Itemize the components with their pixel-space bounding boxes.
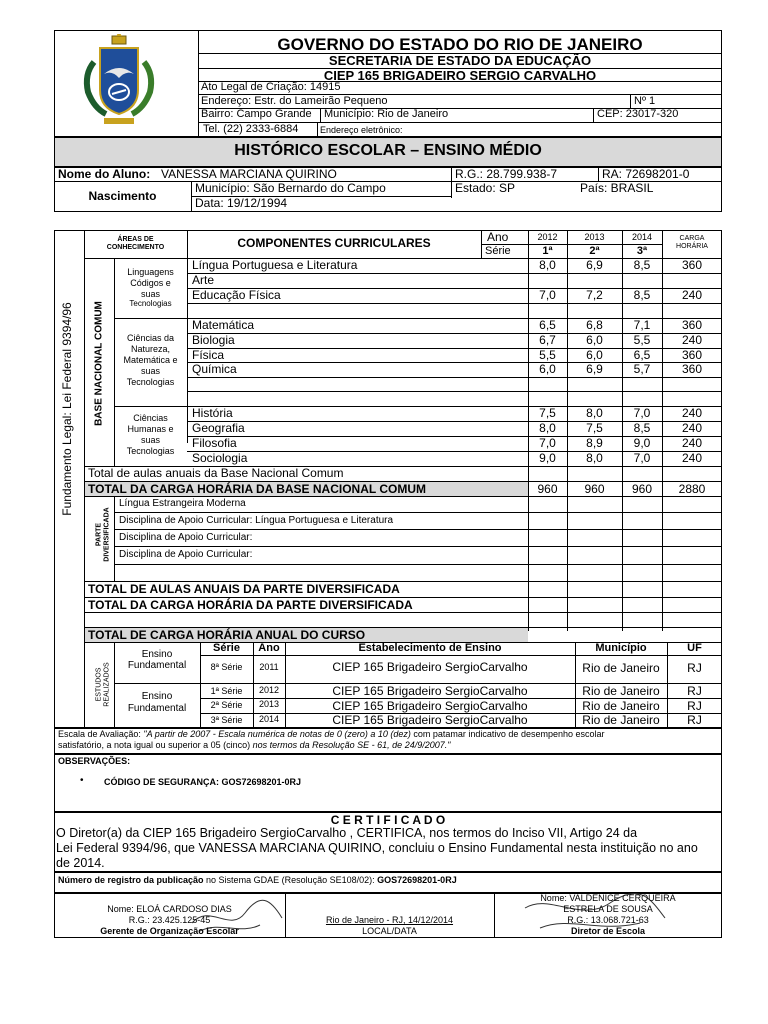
carga: 240 (681, 406, 703, 420)
grade-2: 7,5 (586, 421, 603, 435)
carga: 240 (681, 333, 703, 347)
subject-name: Língua Portuguesa e Literatura (192, 258, 358, 272)
area-humanas-4: Tecnologias (126, 446, 175, 456)
estudo-ano: 2014 (258, 714, 280, 724)
email: Endereço eletrônico: (320, 125, 403, 135)
sign1-rg: R.G.: 23.425.125-45 (128, 915, 211, 925)
serie-1: 1ª (542, 245, 553, 257)
estudo-uf: RJ (687, 684, 702, 698)
security-code: CÓDIGO DE SEGURANÇA: GOS72698201-0RJ (104, 777, 302, 787)
subject-name: Educação Física (192, 288, 281, 302)
serie-2: 2ª (589, 245, 600, 257)
estudo-mun: Rio de Janeiro (582, 661, 660, 675)
estudo-serie: 3ª Série (210, 715, 243, 725)
estudo-mun: Rio de Janeiro (582, 713, 660, 727)
sign1-cargo: Gerente de Organização Escolar (100, 926, 239, 936)
area-humanas-2: Humanas e (127, 424, 174, 434)
secretaria: SECRETARIA DE ESTADO DA EDUCAÇÃO (328, 53, 592, 68)
subject-name: Matemática (192, 318, 255, 332)
area-natureza-5: Tecnologias (126, 377, 175, 387)
estudo-estab: CIEP 165 Brigadeiro SergioCarvalho (332, 684, 528, 698)
area-linguagens-4: Tecnologias (129, 299, 172, 308)
nascimento-label: Nascimento (88, 189, 157, 203)
subject-name: Química (192, 362, 237, 376)
ensino-fund-2b: Fundamental (127, 703, 187, 714)
grade-2: 6,0 (586, 348, 603, 362)
grade-3: 5,7 (633, 362, 651, 376)
cert-line-3: de 2014. (56, 856, 105, 870)
registro-text: Número de registro da publicação no Sistema GDAE (Resolução SE108/02): GOS72698201-0RJ (58, 875, 457, 885)
total-carga-base-1: 960 (537, 482, 558, 496)
cert-line-1: O Diretor(a) da CIEP 165 Brigadeiro SergioCarvalho , CERTIFICA, nos termos do Inciso VII, Artigo 24 da (56, 826, 638, 840)
escala-line-1: Escala de Avaliação: "A partir de 2007 - Escala numérica de notas de 0 (zero) a 10 (dez) com patamar indicativo de desempenho escolar (58, 729, 605, 739)
obs-bullet: • (80, 775, 84, 786)
estudo-mun: Rio de Janeiro (582, 699, 660, 713)
grade-2: 8,0 (586, 406, 603, 420)
estudo-uf: RJ (687, 699, 702, 713)
year-2012: 2012 (537, 232, 558, 242)
grade-2: 8,0 (586, 451, 603, 465)
ato-legal: Ato Legal de Criação: 14915 (201, 81, 341, 93)
nasc-pais: País: BRASIL (580, 181, 654, 195)
grade-1: 9,0 (539, 451, 556, 465)
area-natureza-2: Natureza, (130, 344, 171, 354)
total-curso: TOTAL DE CARGA HORÁRIA ANUAL DO CURSO (88, 628, 366, 642)
parte-label-1: PARTE (95, 522, 103, 547)
gov-title: GOVERNO DO ESTADO DO RIO DE JANEIRO (277, 35, 643, 54)
carga: 240 (681, 421, 703, 435)
grade-3: 8,5 (633, 421, 651, 435)
total-carga-base: TOTAL DA CARGA HORÁRIA DA BASE NACIONAL COMUM (88, 482, 426, 496)
bairro: Bairro: Campo Grande (201, 108, 312, 120)
grade-2: 6,9 (586, 258, 603, 272)
sign3-nome: Nome: VALDENICE CERQUEIRA (540, 893, 676, 903)
year-2014: 2014 (631, 232, 653, 242)
grade-3: 9,0 (633, 436, 651, 450)
total-carga-base-3: 960 (631, 482, 653, 496)
subject-name: Biologia (192, 333, 235, 347)
subject-name: Sociologia (192, 451, 248, 465)
grade-3: 5,5 (633, 333, 651, 347)
estudo-estab: CIEP 165 Brigadeiro SergioCarvalho (332, 660, 528, 674)
estudos-serie-h: Série (213, 642, 240, 654)
subject-name: História (192, 406, 233, 420)
grade-3: 8,5 (633, 288, 651, 302)
estudo-uf: RJ (687, 713, 702, 727)
area-natureza-4: suas (140, 366, 160, 376)
grade-1: 6,5 (539, 318, 556, 332)
grade-3: 6,5 (633, 348, 651, 362)
total-aulas-div: TOTAL DE AULAS ANUAIS DA PARTE DIVERSIFICADA (88, 582, 400, 596)
div-row: Disciplina de Apoio Curricular: (119, 549, 253, 560)
endereco: Endereço: Estr. do Lameirão Pequeno (201, 95, 388, 107)
grade-2: 6,0 (586, 333, 603, 347)
ensino-fund-1a: Ensino (141, 649, 173, 660)
div-row: Língua Estrangeira Moderna (119, 498, 246, 509)
telefone: Tel. (22) 2333-6884 (203, 123, 299, 135)
local-data-label: LOCAL/DATA (362, 926, 417, 936)
areas-header-1: ÁREAS DE (117, 236, 154, 243)
grade-1: 6,7 (539, 333, 556, 347)
estudo-ano: 2012 (258, 685, 280, 695)
estudo-serie: 8ª Série (210, 662, 243, 672)
student-rg: R.G.: 28.799.938-7 (455, 167, 558, 181)
componentes-header: COMPONENTES CURRICULARES (237, 236, 431, 250)
parte-label-2: DIVERSIFICADA (103, 507, 111, 562)
nasc-data: Data: 19/12/1994 (195, 196, 288, 210)
total-carga-div: TOTAL DA CARGA HORÁRIA DA PARTE DIVERSIFICADA (88, 598, 413, 612)
area-linguagens-3: suas (140, 289, 160, 299)
grade-1: 5,5 (539, 348, 556, 362)
area-linguagens-2: Códigos e (130, 278, 171, 288)
subject-name: Arte (192, 273, 215, 287)
certificado-title: C E R T I F I C A D O (330, 813, 446, 827)
estudos-label-1: ESTUDOS (95, 667, 103, 702)
grade-3: 7,0 (633, 451, 651, 465)
grade-2: 6,8 (586, 318, 603, 332)
total-carga-base-2: 960 (584, 482, 605, 496)
areas-header-2: CONHECIMENTO (106, 244, 165, 251)
total-aulas-base: Total de aulas anuais da Base Nacional Comum (88, 466, 344, 480)
fundamento-legal: Fundamento Legal: Lei Federal 9394/96 (60, 302, 74, 516)
sign3-nome-2: ESTRELA DE SOUSA (563, 904, 653, 914)
nome-label: Nome do Aluno: (58, 167, 151, 181)
sign3-cargo: Diretor de Escola (570, 926, 646, 936)
carga: 240 (681, 436, 703, 450)
grade-3: 7,0 (633, 406, 651, 420)
grade-1: 7,5 (539, 406, 556, 420)
year-2013: 2013 (584, 232, 605, 242)
area-linguagens-1: Linguagens (127, 267, 174, 277)
nasc-estado: Estado: SP (455, 181, 516, 195)
ensino-fund-1b: Fundamental (127, 660, 187, 671)
grade-1: 6,0 (539, 362, 556, 376)
grade-1: 7,0 (539, 288, 556, 302)
div-row: Disciplina de Apoio Curricular: Língua Portuguesa e Literatura (119, 515, 394, 526)
grade-2: 8,9 (586, 436, 603, 450)
grade-2: 7,2 (586, 288, 603, 302)
estudo-estab: CIEP 165 Brigadeiro SergioCarvalho (332, 699, 528, 713)
cep: CEP: 23017-320 (597, 108, 679, 120)
carga: 360 (681, 362, 703, 376)
subject-name: Geografia (192, 421, 245, 435)
total-carga-base-4: 2880 (678, 482, 706, 496)
estudos-mun-h: Município (595, 642, 647, 654)
carga: 240 (681, 451, 703, 465)
grade-2: 6,9 (586, 362, 603, 376)
student-name: VANESSA MARCIANA QUIRINO (161, 167, 337, 181)
grade-3: 7,1 (633, 318, 651, 332)
area-humanas-3: suas (140, 435, 160, 445)
estudo-ano: 2013 (258, 699, 280, 709)
serie-3: 3ª (636, 245, 648, 257)
grade-1: 8,0 (539, 258, 556, 272)
carga: 240 (681, 288, 703, 302)
carga: 360 (681, 348, 703, 362)
base-nacional-label: BASE NACIONAL COMUM (93, 301, 105, 426)
student-ra: RA: 72698201-0 (602, 167, 690, 181)
area-humanas-1: Ciências (133, 413, 168, 423)
ensino-fund-2a: Ensino (141, 691, 173, 702)
estudo-estab: CIEP 165 Brigadeiro SergioCarvalho (332, 713, 528, 727)
carga: 360 (681, 318, 703, 332)
obs-label: OBSERVAÇÕES: (58, 756, 131, 766)
div-row: Disciplina de Apoio Curricular: (119, 532, 253, 543)
carga-header-2: HORÁRIA (676, 243, 708, 250)
escala-line-2: satisfatório, a nota igual ou superior a 05 (cinco) nos termos da Resolução SE - 61, de 24/9/2007." (58, 740, 451, 750)
coat-of-arms-icon (76, 34, 162, 132)
estudos-estab-h: Estabelecimento de Ensino (358, 642, 502, 654)
area-natureza-3: Matemática e (123, 355, 178, 365)
cert-line-2: Lei Federal 9394/96, que VANESSA MARCIANA QUIRINO, concluiu o Ensino Fundamental nesta instituição no ano (56, 841, 698, 855)
estudo-mun: Rio de Janeiro (582, 684, 660, 698)
estudo-serie: 2ª Série (210, 700, 243, 710)
carga: 360 (681, 258, 703, 272)
grade-1: 8,0 (539, 421, 556, 435)
estudos-uf-h: UF (687, 642, 702, 654)
sign3-rg: R.G.: 13.068.721-63 (567, 915, 649, 925)
numero: Nº 1 (634, 95, 656, 107)
estudo-serie: 1ª Série (210, 686, 243, 696)
sign1-nome: Nome: ELOÁ CARDOSO DIAS (107, 904, 232, 914)
municipio: Município: Rio de Janeiro (324, 108, 449, 120)
subject-name: Filosofia (192, 436, 237, 450)
area-natureza-1: Ciências da (126, 333, 175, 343)
estudo-uf: RJ (687, 661, 702, 675)
carga-header-1: CARGA (679, 235, 705, 242)
ano-header: Ano (487, 230, 509, 244)
estudos-ano-h: Ano (258, 642, 280, 654)
subject-name: Física (192, 348, 225, 362)
estudos-label-2: REALIZADOS (103, 662, 111, 707)
estudo-ano: 2011 (259, 662, 279, 672)
grade-3: 8,5 (633, 258, 651, 272)
grade-1: 7,0 (539, 436, 556, 450)
school-name: CIEP 165 BRIGADEIRO SERGIO CARVALHO (323, 68, 597, 83)
serie-header: Série (485, 245, 511, 257)
local-data: Rio de Janeiro - RJ, 14/12/2014 (325, 915, 454, 925)
nasc-municipio: Município: São Bernardo do Campo (195, 181, 386, 195)
document-title: HISTÓRICO ESCOLAR – ENSINO MÉDIO (234, 142, 542, 159)
